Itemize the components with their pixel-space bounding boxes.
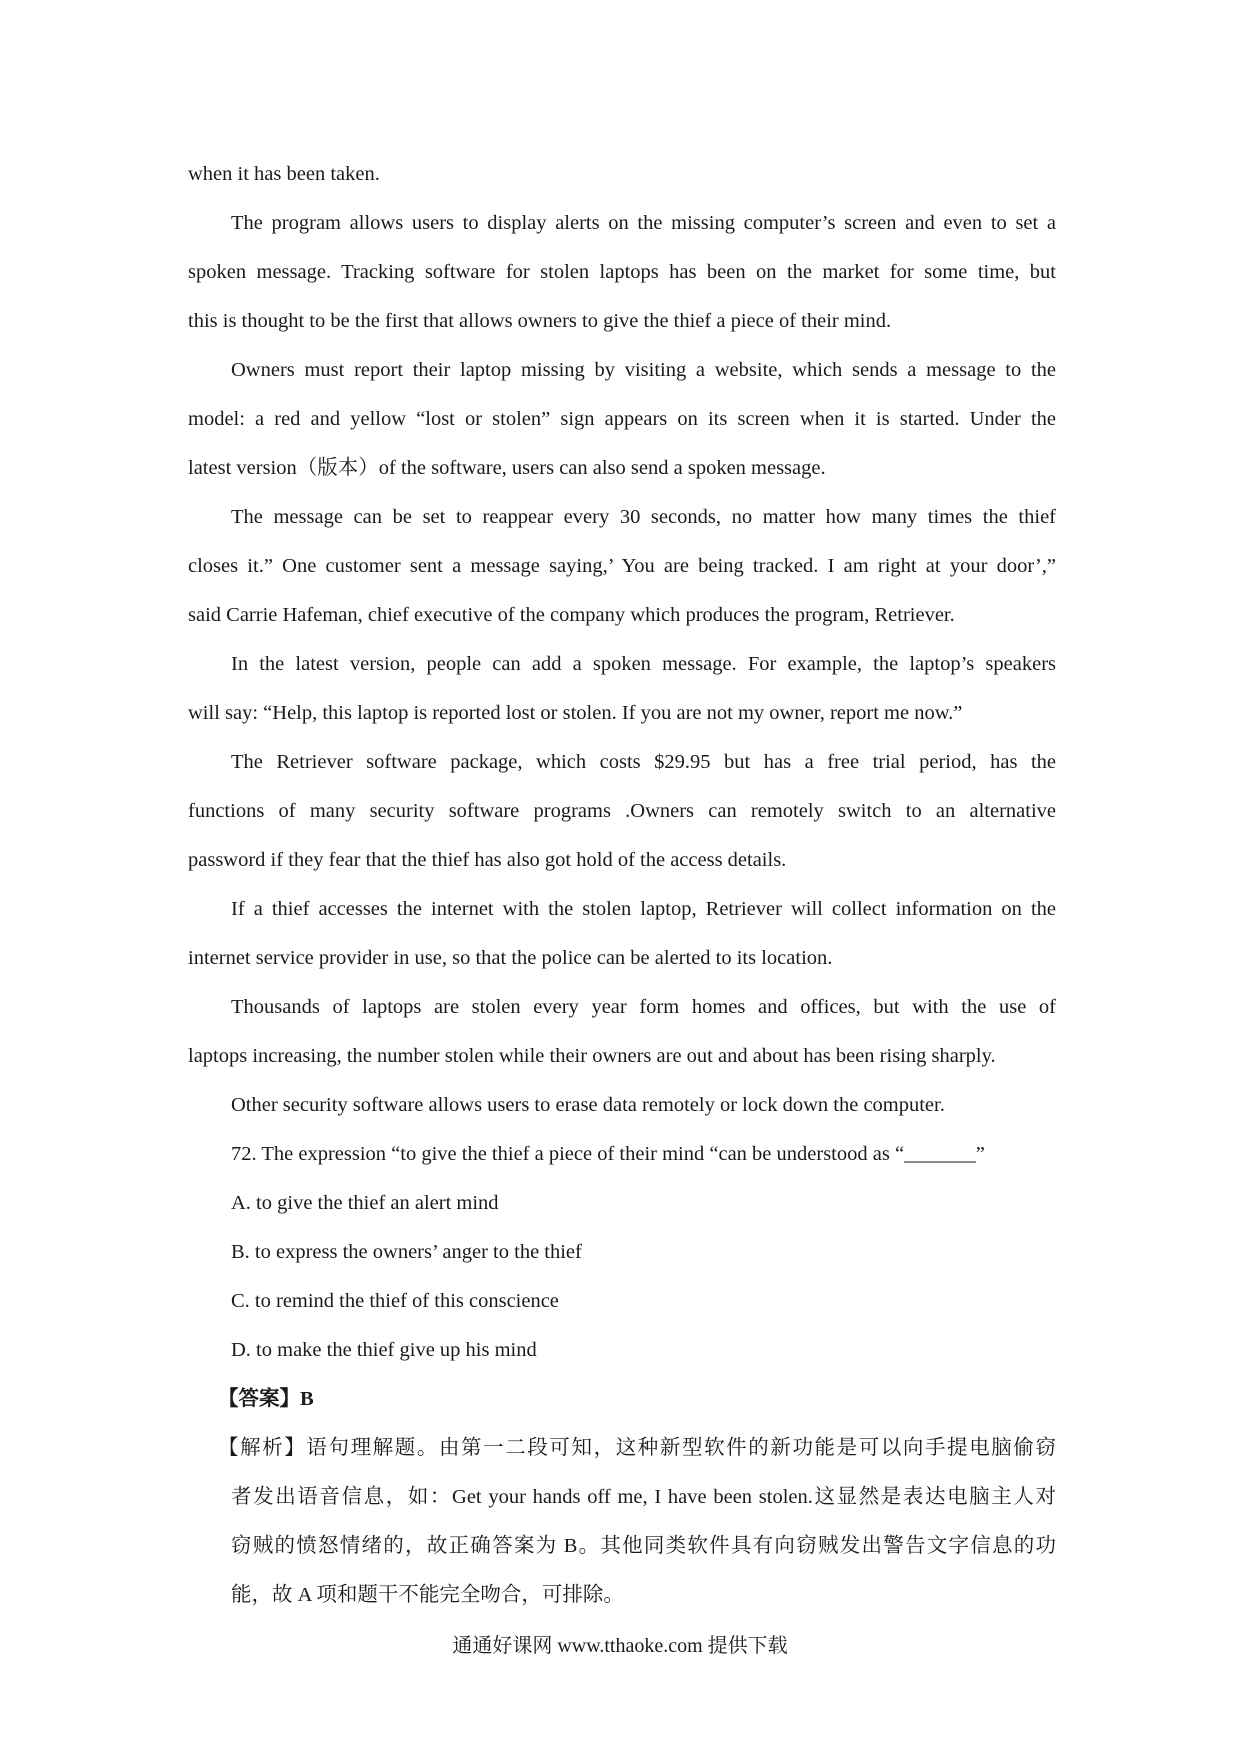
question-stem: 72. The expression “to give the thief a piece of their mind “can be understood as “_______”	[231, 1143, 985, 1165]
passage-line: Owners must report their laptop missing by visiting a website, which sends a message to the	[231, 359, 1056, 381]
passage-line: said Carrie Hafeman, chief executive of the company which produces the program, Retriever.	[188, 604, 955, 626]
analysis-line: 窃贼的愤怒情绪的，故正确答案为 B。其他同类软件具有向窃贼发出警告文字信息的功	[231, 1535, 1056, 1557]
passage-line: will say: “Help, this laptop is reported lost or stolen. If you are not my owner, report me now.”	[188, 702, 963, 724]
passage-line: when it has been taken.	[188, 163, 380, 185]
passage-line: The message can be set to reappear every 30 seconds, no matter how many times the thief	[231, 506, 1056, 528]
passage-line: In the latest version, people can add a spoken message. For example, the laptop’s speakers	[231, 653, 1056, 675]
answer-label: 【答案】B	[218, 1388, 314, 1410]
passage-line: password if they fear that the thief has also got hold of the access details.	[188, 849, 787, 871]
page-footer: 通通好课网 www.tthaoke.com 提供下载	[452, 1635, 788, 1657]
passage-line: latest version（版本）of the software, users can also send a spoken message.	[188, 457, 826, 479]
passage-line: internet service provider in use, so that the police can be alerted to its location.	[188, 947, 833, 969]
passage-line: this is thought to be the first that allows owners to give the thief a piece of their mind.	[188, 310, 892, 332]
passage-line: laptops increasing, the number stolen while their owners are out and about has been rising sharply.	[188, 1045, 996, 1067]
analysis-line: 【解析】语句理解题。由第一二段可知，这种新型软件的新功能是可以向手提电脑偷窃	[218, 1437, 1056, 1459]
passage-line: If a thief accesses the internet with the stolen laptop, Retriever will collect information on the	[231, 898, 1056, 920]
option-b: B. to express the owners’ anger to the thief	[231, 1241, 582, 1263]
passage-line: model: a red and yellow “lost or stolen” sign appears on its screen when it is started. Under the	[188, 408, 1056, 430]
passage-line: functions of many security software programs .Owners can remotely switch to an alternative	[188, 800, 1056, 822]
passage-line: spoken message. Tracking software for stolen laptops has been on the market for some time, but	[188, 261, 1056, 283]
analysis-line: 者发出语音信息，如：Get your hands off me, I have been stolen.这显然是表达电脑主人对	[231, 1486, 1056, 1508]
passage-line: Thousands of laptops are stolen every year form homes and offices, but with the use of	[231, 996, 1056, 1018]
analysis-line: 能，故 A 项和题干不能完全吻合，可排除。	[231, 1584, 624, 1606]
option-a: A. to give the thief an alert mind	[231, 1192, 499, 1214]
passage-line: closes it.” One customer sent a message saying,’ You are being tracked. I am right at your door’,”	[188, 555, 1056, 577]
option-c: C. to remind the thief of this conscience	[231, 1290, 559, 1312]
passage-line: The program allows users to display alerts on the missing computer’s screen and even to set a	[231, 212, 1056, 234]
option-d: D. to make the thief give up his mind	[231, 1339, 537, 1361]
passage-line: The Retriever software package, which costs $29.95 but has a free trial period, has the	[231, 751, 1056, 773]
passage-line: Other security software allows users to erase data remotely or lock down the computer.	[231, 1094, 945, 1116]
passage	[188, 150, 1056, 1620]
